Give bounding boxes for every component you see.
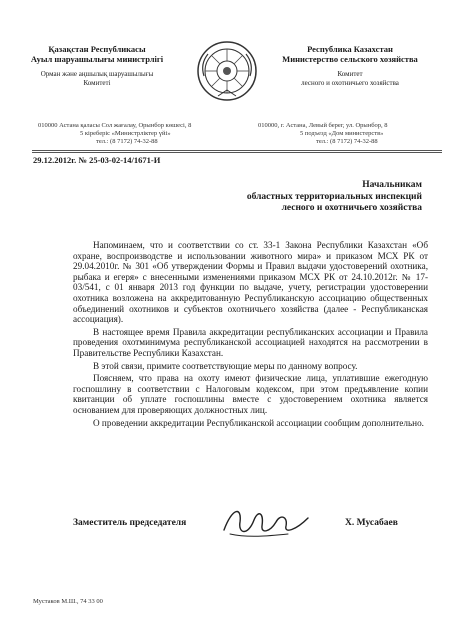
state-emblem-icon (196, 40, 258, 102)
signatory-name: Х. Мусабаев (345, 518, 398, 528)
address-kz-phone: тел.: (8 7172) 74-32-88 (96, 138, 158, 145)
body-paragraph-1: Напоминаем, что и соответствии со ст. 33-1 Закона Республики Казахстан «Об охране, воспроизводстве и использовании животного мира» и приказом МСХ РК от 29.04.2010г. № 301 «Об утверждении Формы и Правил выдачи удостоверений охотника, рыбака и егеря» с внесенными изменениями приказом МСХ РК от 24.10.2012г. № 17-03/541, с 01 января 2013 год функции по выдаче, учету, регистрации удостоверении охотника возложена на аккредитованную Республиканскую ассоциацию общественных объединений охотников и субъектов охотничьего хозяйства (далее - Республиканская ассоциация). (73, 240, 428, 325)
header-kz-line1: Қазақстан Республикасы (48, 44, 146, 54)
body-paragraph-2: В настоящее время Правила аккредитации республиканских ассоциации и Правила проведения охотминимума республиканской ассоциацией находятся на рассмотрении в Правительстве Республики Казахстан. (73, 326, 428, 358)
address-ru-line1: 010000, г. Астана, Левый берег, ул. Орынбор, 8 (258, 122, 388, 129)
header-ru-line2: Министерство сельского хозяйства (282, 54, 418, 64)
header-ru-line4: лесного и охотничьего хозяйства (301, 78, 399, 87)
header-kz-line4: Комитеті (83, 78, 111, 87)
addressee-line3: лесного и охотничьего хозяйства (281, 203, 422, 213)
body-paragraph-5: О проведении аккредитации Республиканской ассоциации сообщим дополнительно. (93, 417, 424, 428)
handwritten-signature-icon (218, 500, 314, 544)
header-ru-line1: Республика Казахстан (307, 44, 393, 54)
header-ru-line3: Комитет (337, 70, 363, 78)
body-paragraph-4: Поясняем, что права на охоту имеют физические лица, уплатившие ежегодную госпошлину в соответствии с Налоговым кодексом, при этом предъявление копии квитанции об уплате госпошлины вместе с удостоверением охотника является основанием для проверяющих должностных лиц. (73, 373, 428, 415)
document-number: 29.12.2012г. № 25-03-02-14/1671-И (33, 155, 161, 165)
header-kz-line3: Орман және аңшылық шаруашылығы (40, 70, 154, 78)
address-ru-line2: 5 подъезд «Дом министерств» (300, 130, 384, 137)
letter-body (73, 240, 428, 430)
header-divider-thin (32, 152, 442, 153)
header-divider (32, 150, 442, 151)
header-russian (275, 44, 425, 87)
body-paragraph-3: В этой связи, примите соответствующие меры по данному вопросу. (93, 360, 358, 371)
header-kz-line2: Ауыл шаруашылығы министрлігі (30, 54, 164, 64)
address-russian (258, 122, 433, 146)
address-kz-line2: 5 кіреберіс «Министрліктер үйі» (80, 130, 171, 137)
address-kz-line1: 010000 Астана қаласы Сол жағалау, Орынбор көшесі, 8 (38, 122, 192, 129)
address-kazakh (38, 122, 208, 146)
addressee-line2: областных территориальных инспекций (246, 191, 422, 202)
signatory-title: Заместитель председателя (73, 518, 187, 528)
address-ru-phone: тел.: (8 7172) 74-32-88 (316, 138, 378, 145)
executor-info: Мустаков М.Ш., 74 33 00 (33, 598, 103, 605)
addressee-block (240, 180, 422, 215)
header-kazakh (22, 44, 172, 87)
addressee-line1: Начальникам (362, 180, 422, 190)
